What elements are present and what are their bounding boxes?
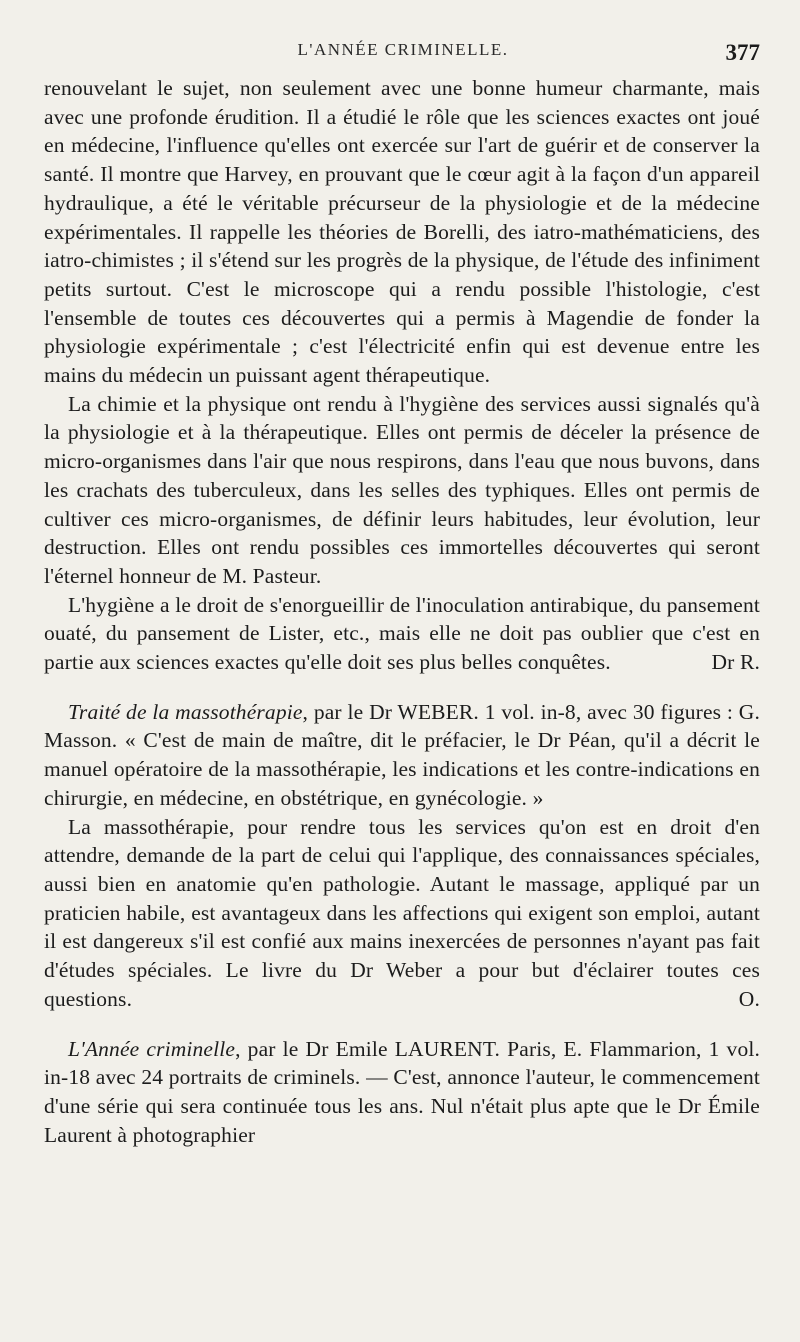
review-signature: O. (738, 986, 760, 1011)
review-annee-criminelle (44, 1035, 760, 1150)
paragraph-massotherapie-details (44, 813, 760, 1014)
paragraph-hygiene-conquetes (44, 591, 760, 677)
review-signature: Dr R. (711, 650, 760, 675)
page-number: 377 (725, 40, 760, 65)
paragraph-text: , par le Dr WEBER. 1 vol. in-8, avec 30 figures : G. Masson. « C'est de main de maître, dit le préfacier, le Dr Péan, qu'il a décrit le manuel opératoire de la massothérapie, les indications et les contre-indications en chirurgie, en médecine, en obstétrique, en gynécologie. » (44, 699, 761, 810)
running-title: L'ANNÉE CRIMINELLE. (297, 40, 509, 59)
book-title: L'Année criminelle (68, 1036, 236, 1061)
paragraph-chimie-hygiene (44, 390, 760, 591)
review-massotherapie (44, 698, 760, 813)
paragraph-text: L'hygiène a le droit de s'enorgueillir de l'inoculation antirabique, du pansement ouaté, du pansement de Lister, etc., mais elle ne doit pas oublier que c'est en partie aux sciences exactes qu'elle doit ses plus belles conquêtes. (44, 592, 760, 675)
book-title: Traité de la massothérapie (68, 699, 303, 724)
page-body (44, 74, 760, 1149)
paragraph-text: La massothérapie, pour rendre tous les services qu'on est en droit d'en attendre, demande de la part de celui qui l'applique, des connaissances spéciales, aussi bien en anatomie qu'en pathologie. Autant le massage, appliqué par un praticien habile, est avantageux dans les affections qui exigent son emploi, autant il est dangereux s'il est confié aux mains inexercées de personnes n'ayant pas fait d'études spéciales. Le livre du Dr Weber a pour but d'éclairer toutes ces questions. (44, 814, 760, 1011)
paragraph-text: renouvelant le sujet, non seulement avec une bonne humeur charmante, mais avec une profonde érudition. Il a étudié le rôle que les sciences exactes ont joué en médecine, l'influence qu'elles ont exercée sur l'art de guérir et de conserver la santé. Il montre que Harvey, en prouvant que le cœur agit à la façon d'un appareil hydraulique, a été le véritable précurseur de la physiologie et de la médecine expérimentales. Il rappelle les théories de Borelli, des iatro-mathématiciens, des iatro-chimistes ; il s'étend sur les progrès de la physique, de l'étude des infiniment petits surtout. C'est le microscope qui a rendu possible l'histologie, c'est l'ensemble de toutes ces découvertes qui a permis à Magendie de fonder la physiologie expérimentale ; c'est l'électricité enfin qui est devenue entre les mains du médecin un puissant agent thérapeutique. (44, 76, 760, 388)
paragraph-text: , par le Dr Emile LAURENT. Paris, E. Flammarion, 1 vol. in-18 avec 24 portraits de criminels. — C'est, annonce l'auteur, le commencement d'une série qui sera continuée tous les ans. Nul n'était plus apte que le Dr Émile Laurent à photographier (44, 1036, 761, 1147)
paragraph-sciences-medecine (44, 74, 760, 390)
page-header (46, 40, 760, 70)
paragraph-text: La chimie et la physique ont rendu à l'hygiène des services aussi signalés qu'à la physiologie et à la thérapeutique. Elles ont permis de déceler la présence de micro-organismes dans l'air que nous respirons, dans l'eau que nous buvons, dans les crachats des tuberculeux, dans les selles des typhiques. Elles ont permis de cultiver ces micro-organismes, de définir leurs habitudes, leur évolution, leur destruction. Elles ont rendu possibles ces immortelles découvertes qui seront l'éternel honneur de M. Pasteur. (44, 391, 760, 588)
